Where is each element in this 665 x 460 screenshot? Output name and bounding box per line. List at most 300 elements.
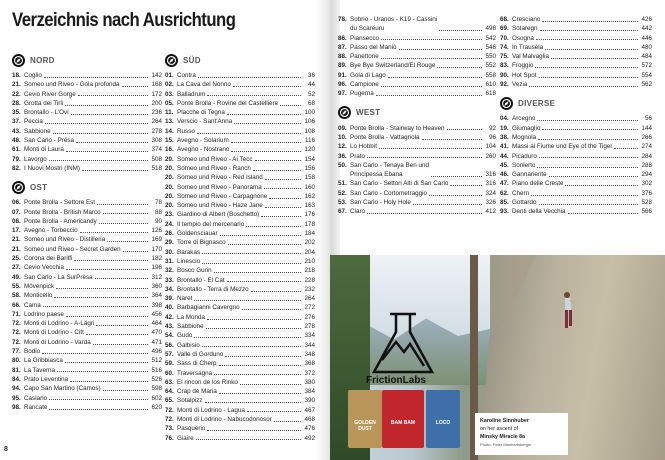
entry-name: In Trausèla: [512, 43, 544, 51]
dot-leader: [376, 95, 482, 96]
index-entry[interactable]: [338, 71, 496, 80]
entry-name: Someo und Riveo - Carpagnone: [177, 192, 268, 200]
index-entry[interactable]: [165, 341, 315, 350]
entry-page: 88: [154, 208, 162, 216]
index-entry[interactable]: [12, 282, 162, 291]
entry-page: 384: [304, 388, 315, 396]
entry-name: Giaire: [177, 434, 194, 442]
dot-leader: [206, 328, 301, 329]
index-entry[interactable]: [165, 331, 315, 340]
index-entry[interactable]: [12, 155, 162, 164]
index-entry[interactable]: [338, 15, 496, 34]
index-entry[interactable]: [12, 347, 162, 356]
entry-name: Froggio: [512, 62, 534, 70]
entry-page: 412: [485, 208, 496, 216]
index-entry[interactable]: [338, 142, 496, 151]
entry-page: 204: [304, 248, 315, 256]
entry-number: 49.: [12, 273, 21, 281]
entry-page: 120: [304, 146, 315, 154]
entry-name: Claro: [350, 208, 366, 216]
dot-leader: [234, 123, 301, 124]
entry-name: Ponte Brolla - Vattagnola: [350, 133, 420, 141]
index-entry[interactable]: [12, 136, 162, 145]
index-entry[interactable]: [338, 34, 496, 43]
index-entry[interactable]: [165, 406, 315, 415]
entry-page: 182: [151, 255, 162, 263]
index-entry[interactable]: [12, 80, 162, 89]
index-entry[interactable]: [500, 114, 652, 123]
entry-page: 160: [304, 183, 315, 191]
index-entry[interactable]: [500, 52, 652, 61]
entry-number: 87.: [338, 43, 347, 51]
index-entry[interactable]: [12, 263, 162, 272]
entry-name: Goldensciauar: [177, 230, 218, 238]
index-entry[interactable]: [165, 359, 315, 368]
index-entry[interactable]: [12, 291, 162, 300]
index-entry[interactable]: [165, 257, 315, 266]
index-entry[interactable]: [165, 164, 315, 173]
entry-name: Someo und Riveo - Haze Jane: [177, 202, 263, 210]
entry-number: 71.: [12, 310, 21, 318]
entry-name: San Carlo - Settori Alti di San Carlo: [350, 180, 449, 188]
entry-name: Placche di Tegna: [177, 109, 225, 117]
entry-number: 32.: [165, 267, 174, 275]
entry-page: 162: [304, 192, 315, 200]
entry-page: 202: [304, 239, 315, 247]
index-entry[interactable]: [12, 226, 162, 235]
index-entry[interactable]: [165, 276, 315, 285]
entry-name: Caslano: [24, 394, 48, 402]
entry-number: 88.: [338, 53, 347, 61]
dot-leader: [539, 77, 638, 78]
caption-line: on her ascent of: [480, 426, 518, 432]
caption-climber: Karoline Sinnhuber: [480, 418, 529, 424]
index-entry[interactable]: [165, 322, 315, 331]
entry-page: 316: [485, 180, 496, 188]
entry-number: 20.: [165, 174, 174, 182]
entry-name: Osogna: [512, 34, 535, 42]
entry-name: Lavorgo: [24, 155, 47, 163]
index-entry[interactable]: [338, 43, 496, 52]
entry-page: 100: [304, 109, 315, 117]
index-entry[interactable]: [338, 207, 496, 216]
index-entry[interactable]: [165, 387, 315, 396]
index-entry[interactable]: [500, 80, 652, 89]
entry-page: 374: [151, 146, 162, 154]
dot-leader: [251, 291, 301, 292]
entry-name: Brontallo - L'Ovi: [24, 109, 69, 117]
entry-number: 84.: [12, 375, 21, 383]
dot-leader: [96, 325, 148, 326]
entry-page: 456: [151, 310, 162, 318]
entry-number: 42.: [165, 313, 174, 321]
index-entry[interactable]: [500, 142, 652, 151]
index-entry[interactable]: [500, 34, 652, 43]
entry-number: 28.: [12, 99, 21, 107]
entry-name: Gottardo: [512, 199, 537, 207]
entry-page: 276: [304, 313, 315, 321]
entry-number: 41.: [500, 143, 509, 151]
entry-number: 43.: [165, 323, 174, 331]
index-entry[interactable]: [12, 328, 162, 337]
entry-page: 610: [485, 81, 496, 89]
entry-page: 348: [304, 350, 315, 358]
entry-name: Linescio: [177, 257, 201, 265]
index-entry[interactable]: [165, 210, 315, 219]
index-entry[interactable]: [12, 403, 162, 412]
entry-page: 526: [151, 375, 162, 383]
index-entry[interactable]: [338, 89, 496, 98]
entry-page: 470: [151, 329, 162, 337]
entry-page: 324: [485, 189, 496, 197]
index-entry[interactable]: [338, 179, 496, 188]
index-entry[interactable]: [500, 170, 652, 179]
compass-icon: [500, 97, 513, 110]
index-entry[interactable]: [12, 198, 162, 207]
index-entry[interactable]: [165, 313, 315, 322]
entry-page: 426: [641, 16, 652, 23]
index-entry[interactable]: [12, 127, 162, 136]
entry-page: 68: [307, 99, 315, 107]
entry-number: 50.: [338, 161, 347, 169]
dot-leader: [388, 77, 482, 78]
entry-number: 24.: [165, 220, 174, 228]
index-entry[interactable]: [12, 108, 162, 117]
entry-name: Pasquerio: [177, 425, 206, 433]
index-entry[interactable]: [12, 254, 162, 263]
entry-number: 20.: [165, 164, 174, 172]
index-entry[interactable]: [500, 189, 652, 198]
dot-leader: [44, 77, 148, 78]
index-entry[interactable]: [12, 71, 162, 80]
dot-leader: [537, 120, 638, 121]
entry-number: 01.: [165, 72, 174, 79]
section-heading: [500, 95, 652, 111]
photo-caption: [475, 413, 568, 455]
entry-name: Campione: [350, 81, 379, 89]
index-entry[interactable]: [12, 217, 162, 226]
entry-number: 20.: [165, 155, 174, 163]
index-entry[interactable]: [12, 90, 162, 99]
entry-name: San Carlo - La SurPrësa: [24, 273, 93, 281]
dot-leader: [264, 188, 301, 189]
entry-page: 278: [151, 127, 162, 135]
dot-leader: [242, 309, 301, 310]
entry-page: 116: [304, 137, 315, 145]
entry-name: Rancate: [24, 403, 48, 411]
dot-leader: [49, 160, 148, 161]
entry-name: Peccia: [24, 118, 43, 126]
index-entry[interactable]: [338, 161, 496, 180]
dot-leader: [207, 430, 301, 431]
index-entry[interactable]: [165, 145, 315, 154]
entry-number: 17.: [12, 227, 21, 235]
entry-name: Brontallo - El Cat: [177, 276, 225, 284]
entry-page: 96: [488, 133, 496, 141]
entry-page: 218: [304, 267, 315, 275]
entry-name: Corona dei Barilfi: [24, 255, 73, 263]
dot-leader: [196, 439, 301, 440]
dot-leader: [56, 288, 148, 289]
entry-number: 13.: [165, 118, 174, 126]
dot-leader: [568, 213, 638, 214]
entry-page: 368: [304, 360, 315, 368]
climber-figure: [562, 290, 574, 332]
index-entry[interactable]: [165, 136, 315, 145]
index-entry[interactable]: [338, 198, 496, 207]
dot-leader: [228, 244, 301, 245]
entry-page: 236: [151, 109, 162, 117]
index-entry[interactable]: [165, 117, 315, 126]
entry-number: 86.: [338, 34, 347, 42]
index-entry[interactable]: [338, 124, 496, 133]
entry-number: 56.: [165, 341, 174, 349]
dot-leader: [99, 223, 148, 224]
entry-number: 37.: [12, 118, 21, 126]
dot-leader: [214, 374, 301, 375]
index-entry[interactable]: [165, 285, 315, 294]
index-entry[interactable]: [165, 415, 315, 424]
entry-number: 72.: [165, 415, 174, 423]
entry-name-line1: San Carlo - Tenaya Ben und: [350, 161, 429, 169]
entry-number: 36.: [338, 152, 347, 160]
entry-number: 76.: [165, 434, 174, 442]
entry-name: Crap de Maria: [177, 388, 217, 396]
entry-page: 467: [304, 406, 315, 414]
index-entry[interactable]: [165, 229, 315, 238]
index-entry[interactable]: [500, 161, 652, 170]
entry-page: 52: [307, 90, 315, 98]
index-entry[interactable]: [165, 238, 315, 247]
entry-number: 93.: [500, 208, 509, 216]
index-entry[interactable]: [12, 245, 162, 254]
section-label: DIVERSE: [518, 98, 556, 108]
dot-leader: [42, 353, 148, 354]
index-entry[interactable]: [500, 133, 652, 142]
dot-leader: [429, 195, 482, 196]
index-entry[interactable]: [500, 15, 652, 24]
dot-leader: [202, 346, 301, 347]
entry-name: [350, 15, 437, 34]
dot-leader: [66, 151, 148, 152]
entry-number: 51.: [338, 180, 347, 188]
index-entry[interactable]: [338, 133, 496, 142]
dot-leader: [367, 213, 482, 214]
entry-name: Massi al Fiume und Eye of the Tiger: [512, 143, 613, 151]
index-entry[interactable]: [500, 43, 652, 52]
entry-number: 82.: [12, 164, 21, 172]
dot-leader: [103, 390, 148, 391]
entry-number: 62.: [500, 189, 509, 197]
index-entry[interactable]: [165, 192, 315, 201]
index-entry[interactable]: [12, 117, 162, 126]
index-entry[interactable]: [165, 155, 315, 164]
index-entry[interactable]: [12, 366, 162, 375]
entry-number: 14.: [165, 127, 174, 135]
index-entry[interactable]: [500, 61, 652, 70]
entry-number: 60.: [165, 369, 174, 377]
dot-leader: [545, 49, 638, 50]
entry-name: Prato Leventina: [24, 375, 69, 383]
index-entry[interactable]: [500, 24, 652, 33]
entry-number: 94.: [12, 385, 21, 393]
index-entry[interactable]: [500, 152, 652, 161]
index-entry[interactable]: [500, 179, 652, 188]
entry-page: 554: [641, 71, 652, 79]
index-entry[interactable]: [12, 235, 162, 244]
index-entry[interactable]: [165, 99, 315, 108]
entry-number: 11.: [165, 109, 174, 117]
index-entry[interactable]: [338, 80, 496, 89]
entry-name: Denti della Vecchia: [512, 208, 566, 216]
entry-page: 108: [304, 127, 315, 135]
dot-leader: [123, 251, 148, 252]
entry-page: 620: [151, 403, 162, 411]
dot-leader: [261, 216, 301, 217]
entry-number: 27.: [12, 264, 21, 272]
index-entry[interactable]: [500, 71, 652, 80]
entry-name: Avegno - Nostrano: [177, 146, 230, 154]
entry-number: 64.: [165, 388, 174, 396]
index-entry[interactable]: [12, 375, 162, 384]
entry-number: 73.: [165, 425, 174, 433]
index-entry[interactable]: [500, 124, 652, 133]
dot-leader: [255, 160, 302, 161]
entry-name: Lo Hobbit: [350, 143, 377, 151]
entry-name: La Monda: [177, 313, 206, 321]
index-entry[interactable]: [165, 424, 315, 433]
dot-leader: [107, 241, 148, 242]
index-entry[interactable]: [165, 71, 315, 80]
entry-page: 154: [304, 155, 315, 163]
index-entry[interactable]: [165, 90, 315, 99]
dot-leader: [265, 207, 301, 208]
index-entry[interactable]: [12, 145, 162, 154]
index-entry[interactable]: [500, 207, 652, 216]
index-entry[interactable]: [12, 310, 162, 319]
section-label: NORD: [30, 55, 55, 65]
compass-icon: [165, 54, 178, 67]
entry-number: 69.: [500, 25, 509, 33]
entry-name: Traversagna: [177, 369, 213, 377]
entry-page: 484: [641, 53, 652, 61]
index-entry[interactable]: [12, 338, 162, 347]
entry-number: 05.: [165, 99, 174, 107]
index-entry[interactable]: [12, 319, 162, 328]
dot-leader: [198, 77, 301, 78]
entry-number: 33.: [165, 276, 174, 284]
dot-leader: [207, 319, 301, 320]
index-entry[interactable]: [12, 164, 162, 173]
section-ost: [12, 179, 162, 412]
index-entry[interactable]: [165, 248, 315, 257]
index-entry[interactable]: [165, 220, 315, 229]
entry-page: 210: [304, 257, 315, 265]
index-entry[interactable]: [12, 99, 162, 108]
entry-number: 29.: [165, 239, 174, 247]
entry-name: Gudo: [177, 332, 193, 340]
entry-number: 46.: [500, 171, 509, 179]
entry-name: Barbagianni Cavergno: [177, 304, 240, 312]
entry-name: Lodrino paese: [24, 310, 64, 318]
entry-name: Giumaglio: [512, 124, 541, 132]
dot-leader: [93, 344, 148, 345]
dot-leader: [202, 253, 301, 254]
index-entry[interactable]: [165, 303, 315, 312]
entry-page: 442: [641, 25, 652, 33]
dot-leader: [80, 232, 148, 233]
index-entry[interactable]: [165, 266, 315, 275]
entry-name: San Carlo - Prësa: [24, 137, 75, 145]
entry-number: 47.: [500, 180, 509, 188]
dot-leader: [535, 67, 638, 68]
index-entry[interactable]: [12, 208, 162, 217]
entry-page: 312: [151, 273, 162, 281]
entry-number: 66.: [12, 301, 21, 309]
entry-page: 562: [641, 81, 652, 89]
entry-name-line1: Sobrio - Uranos - K19 - Cassini: [350, 16, 438, 23]
index-entry[interactable]: [165, 369, 315, 378]
dot-leader: [381, 58, 482, 59]
entry-page: 266: [641, 133, 652, 141]
dot-leader: [78, 95, 148, 96]
index-entry[interactable]: [165, 294, 315, 303]
index-entry[interactable]: [165, 378, 315, 387]
index-entry[interactable]: [12, 394, 162, 403]
entry-page: 476: [304, 425, 315, 433]
index-entry[interactable]: [165, 183, 315, 192]
dot-leader: [529, 86, 638, 87]
entry-number: 59.: [165, 360, 174, 368]
index-entry[interactable]: [338, 152, 496, 161]
entry-page: 90: [154, 217, 162, 225]
index-entry[interactable]: [500, 198, 652, 207]
dot-leader: [227, 114, 301, 115]
index-entry[interactable]: [165, 396, 315, 405]
compass-icon: [338, 106, 351, 119]
entry-number: 34.: [165, 285, 174, 293]
entry-page: 232: [304, 285, 315, 293]
entry-name: Russo: [177, 127, 195, 135]
dot-leader: [247, 411, 301, 412]
index-entry[interactable]: [338, 189, 496, 198]
index-entry[interactable]: [165, 350, 315, 359]
dot-leader: [536, 39, 638, 40]
index-entry[interactable]: [338, 52, 496, 61]
entry-page: 364: [151, 292, 162, 300]
entry-page: 168: [151, 81, 162, 89]
entry-name: Someo und Riveo - Ranch: [177, 164, 251, 172]
index-entry[interactable]: [165, 173, 315, 182]
index-entry[interactable]: [165, 434, 315, 443]
index-entry[interactable]: [12, 301, 162, 310]
entry-page: 480: [641, 43, 652, 51]
product-golden-dust: GOLDEN DUST: [348, 390, 382, 448]
index-entry[interactable]: [165, 80, 315, 89]
index-entry[interactable]: [338, 61, 496, 70]
index-entry[interactable]: [165, 201, 315, 210]
entry-page: 492: [304, 434, 315, 442]
entry-number: 20.: [165, 183, 174, 191]
entry-name: Sonlerto: [512, 161, 536, 169]
index-entry[interactable]: [12, 384, 162, 393]
index-entry[interactable]: [165, 127, 315, 136]
index-entry[interactable]: [165, 108, 315, 117]
entry-name: Ponte Brolla - Stairway to Heaven: [350, 124, 445, 132]
index-entry[interactable]: [12, 356, 162, 365]
index-entry[interactable]: [12, 273, 162, 282]
column-west-diverse: [500, 15, 652, 217]
